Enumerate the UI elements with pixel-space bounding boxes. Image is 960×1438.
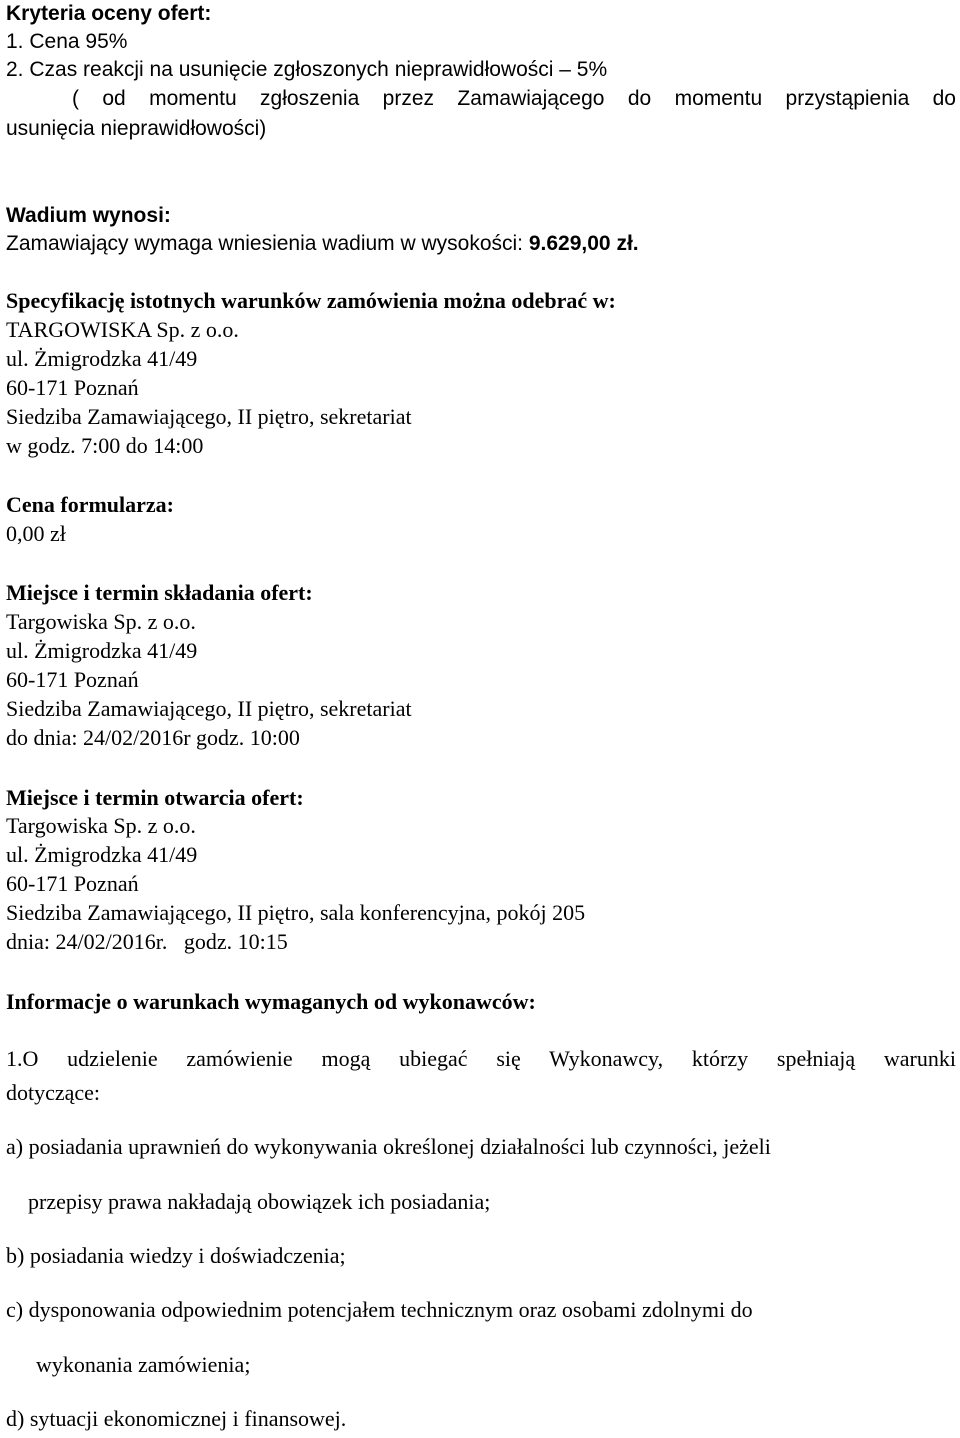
submission-place: Siedziba Zamawiającego, II piętro, sekretariat (6, 696, 412, 721)
submission-city: 60-171 Poznań (6, 667, 139, 692)
form-price-value: 0,00 zł (6, 521, 66, 546)
opening-place: Siedziba Zamawiającego, II piętro, sala konferencyjna, pokój 205 (6, 900, 586, 925)
specification-city: 60-171 Poznań (6, 375, 139, 400)
wadium-amount: 9.629,00 zł. (528, 232, 639, 255)
requirement-c-line2: wykonania zamówienia; (36, 1352, 251, 1377)
requirement-a-line2: przepisy prawa nakładają obowiązek ich posiadania; (28, 1189, 491, 1214)
wadium-description: Zamawiający wymaga wniesienia wadium w wysokości: (6, 232, 524, 255)
submission-street: ul. Żmigrodzka 41/49 (6, 638, 198, 663)
wadium-text (6, 233, 639, 254)
requirement-d: d) sytuacji ekonomicznej i finansowej. (6, 1406, 347, 1431)
criteria-item-note-line2: usunięcia nieprawidłowości) (6, 117, 267, 140)
specification-heading: Specyfikację istotnych warunków zamówienia można odebrać w: (6, 288, 616, 313)
opening-date: dnia: 24/02/2016r. godz. 10:15 (6, 929, 288, 954)
criteria-item-price: 1. Cena 95% (6, 30, 128, 53)
criteria-item-reaction-time: 2. Czas reakcji na usunięcie zgłoszonych nieprawidłowości – 5% (6, 58, 608, 81)
opening-city: 60-171 Poznań (6, 871, 139, 896)
opening-heading: Miejsce i termin otwarcia ofert: (6, 785, 304, 810)
submission-deadline: do dnia: 24/02/2016r godz. 10:00 (6, 725, 300, 750)
opening-street: ul. Żmigrodzka 41/49 (6, 842, 198, 867)
opening-company: Targowiska Sp. z o.o. (6, 813, 196, 838)
specification-street: ul. Żmigrodzka 41/49 (6, 346, 198, 371)
criteria-heading: Kryteria oceny ofert: (6, 2, 212, 25)
criteria-item-note-line1: ( od momentu zgłoszenia przez Zamawiającego do momentu przystąpienia do (72, 87, 956, 110)
submission-heading: Miejsce i termin składania ofert: (6, 580, 313, 605)
form-price-heading: Cena formularza: (6, 492, 175, 517)
wadium-heading: Wadium wynosi: (6, 204, 171, 227)
submission-company: Targowiska Sp. z o.o. (6, 609, 196, 634)
specification-place: Siedziba Zamawiającego, II piętro, sekretariat (6, 404, 412, 429)
requirements-intro-line1: 1.O udzielenie zamówienie mogą ubiegać się Wykonawcy, którzy spełniają warunki (6, 1046, 956, 1071)
specification-company: TARGOWISKA Sp. z o.o. (6, 317, 239, 342)
requirement-a-line1: a) posiadania uprawnień do wykonywania określonej działalności lub czynności, jeżeli (6, 1134, 771, 1159)
requirements-heading: Informacje o warunkach wymaganych od wykonawców: (6, 989, 536, 1014)
requirement-c-line1: c) dysponowania odpowiednim potencjałem technicznym oraz osobami zdolnymi do (6, 1297, 753, 1322)
specification-hours: w godz. 7:00 do 14:00 (6, 433, 204, 458)
requirement-b: b) posiadania wiedzy i doświadczenia; (6, 1243, 346, 1268)
requirements-intro-line2: dotyczące: (6, 1080, 101, 1105)
